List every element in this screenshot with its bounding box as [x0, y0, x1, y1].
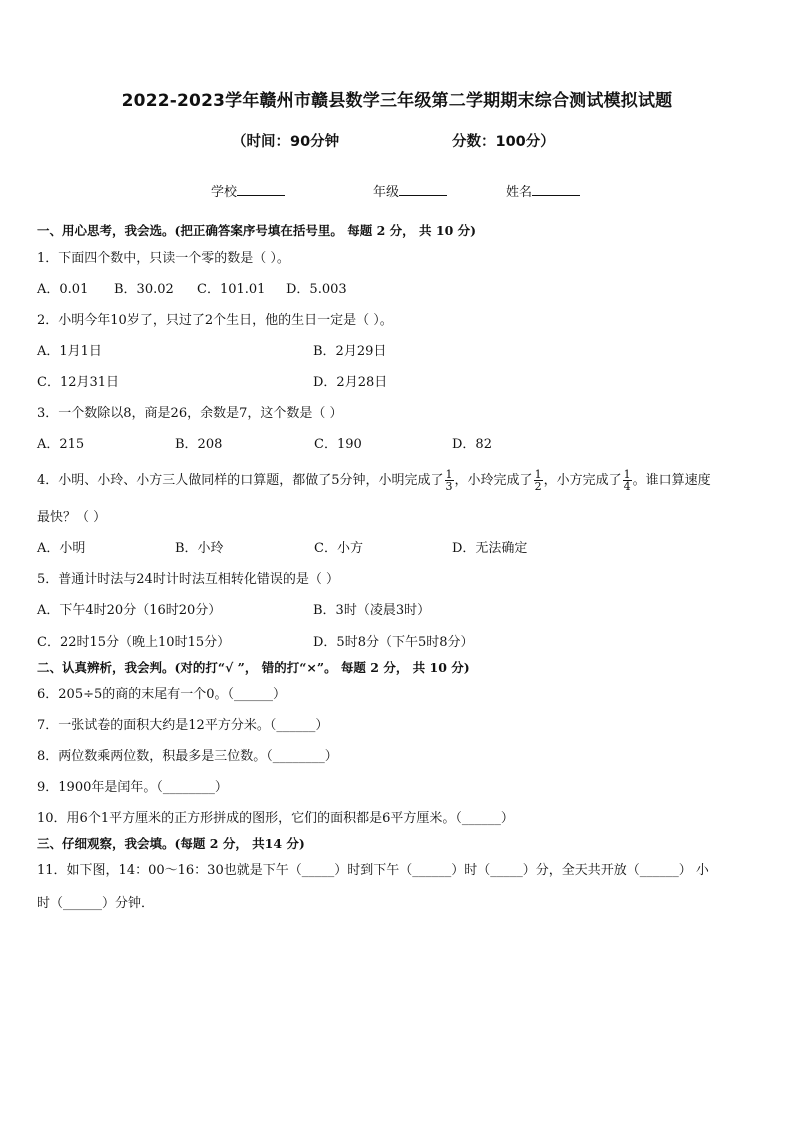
- grade-field: [373, 181, 447, 200]
- q4-option-d: D．无法确定: [452, 541, 528, 556]
- name-field: [506, 181, 580, 200]
- q1-option-c: C．101.01: [197, 282, 266, 297]
- name-blank[interactable]: [532, 183, 580, 196]
- school-blank[interactable]: [237, 183, 285, 196]
- q4-option-a: A．小明: [37, 541, 86, 556]
- name-label: 姓名: [506, 185, 533, 200]
- q2-option-d: D．2月28日: [313, 375, 388, 390]
- q3-option-b: B．208: [175, 437, 223, 452]
- fraction-one-quarter: [623, 469, 632, 492]
- question-4: [37, 466, 711, 496]
- q1-option-d: D．5.003: [286, 282, 347, 297]
- q3-option-c: C．190: [314, 437, 362, 452]
- school-field: [211, 181, 285, 200]
- exam-title: 2022-2023学年赣州市赣县数学三年级第二学期期末综合测试模拟试题: [121, 91, 673, 111]
- q3-option-d: D．82: [452, 437, 492, 452]
- section3-heading: 三、仔细观察，我会填。(每题 2 分， 共14 分): [37, 836, 305, 851]
- question-8: 8．两位数乘两位数，积最多是三位数。（________）: [37, 749, 338, 764]
- question-5: 5．普通计时法与24时计时法互相转化错误的是（ ）: [37, 572, 339, 587]
- fraction-one-third: [445, 469, 454, 492]
- q5-option-b: B．3时（凌晨3时）: [313, 603, 431, 618]
- question-7: 7．一张试卷的面积大约是12平方分米。（______）: [37, 718, 329, 733]
- question-2: 2．小明今年10岁了，只过了2个生日，他的生日一定是（ ）。: [37, 313, 393, 328]
- question-4-line2: 最快？（ ）: [37, 510, 107, 525]
- q5-option-a: A．下午4时20分（16时20分）: [37, 603, 222, 618]
- question-11-line2: 时（______）分钟．: [37, 896, 155, 911]
- q4-text-part2: ，小玲完成了: [454, 473, 533, 488]
- q2-option-c: C．12月31日: [37, 375, 120, 390]
- section2-heading: 二、认真辨析，我会判。(对的打“√ ”， 错的打“×”。 每题 2 分， 共 10 分): [37, 660, 470, 675]
- question-3: 3．一个数除以8，商是26，余数是7，这个数是（ ）: [37, 406, 343, 421]
- school-label: 学校: [211, 185, 238, 200]
- grade-label: 年级: [373, 185, 400, 200]
- fraction-numerator: 1: [445, 468, 453, 481]
- grade-blank[interactable]: [399, 183, 447, 196]
- fraction-numerator: 1: [623, 468, 631, 481]
- question-1: 1．下面四个数中，只读一个零的数是（ ）。: [37, 251, 290, 266]
- question-10: 10．用6个1平方厘米的正方形拼成的图形，它们的面积都是6平方厘米。（______）: [37, 811, 514, 826]
- q1-option-a: A．0.01: [37, 282, 89, 297]
- q2-option-b: B．2月29日: [313, 344, 387, 359]
- question-6: 6．205÷5的商的末尾有一个0。（______）: [37, 687, 287, 702]
- q4-text-part3: ，小方完成了: [543, 473, 622, 488]
- fraction-numerator: 1: [534, 468, 542, 481]
- q2-option-a: A．1月1日: [37, 344, 102, 359]
- q4-option-b: B．小玲: [175, 541, 224, 556]
- q4-text-part4: 。谁口算速度: [632, 473, 711, 488]
- q4-text-part1: 4．小明、小玲、小方三人做同样的口算题，都做了5分钟，小明完成了: [37, 473, 444, 488]
- section1-heading: 一、用心思考，我会选。(把正确答案序号填在括号里。 每题 2 分， 共 10 分): [37, 223, 477, 238]
- question-9: 9．1900年是闰年。（________）: [37, 780, 228, 795]
- q5-option-c: C．22时15分（晚上10时15分）: [37, 635, 231, 650]
- exam-time: （时间：90分钟: [232, 134, 340, 150]
- fraction-denominator: 4: [623, 480, 631, 493]
- q3-option-a: A．215: [37, 437, 85, 452]
- q5-option-d: D．5时8分（下午5时8分）: [313, 635, 474, 650]
- fraction-one-half: [534, 469, 543, 492]
- q4-option-c: C．小方: [314, 541, 363, 556]
- exam-score: 分数：100分）: [452, 134, 555, 150]
- question-11: 11．如下图，14：00～16：30也就是下午（_____）时到下午（______）时（_____）分，全天共开放（______） 小: [37, 863, 709, 878]
- fraction-denominator: 2: [534, 480, 542, 493]
- fraction-denominator: 3: [445, 480, 453, 493]
- q1-option-b: B．30.02: [114, 282, 174, 297]
